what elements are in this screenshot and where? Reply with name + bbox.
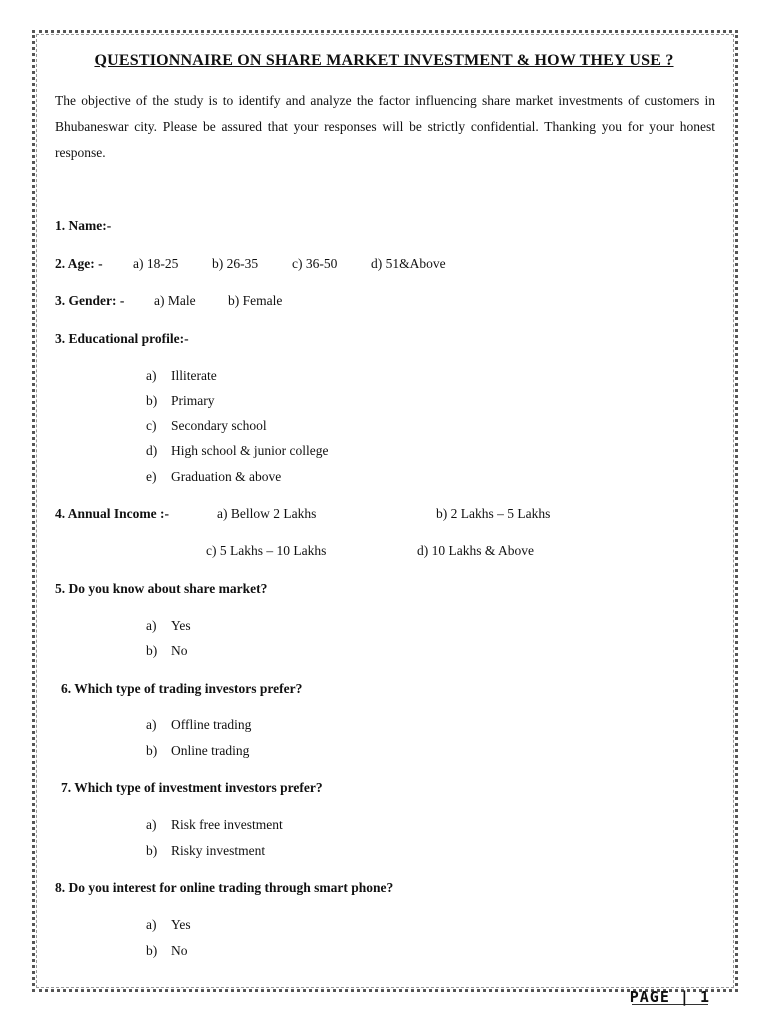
- age-option-c[interactable]: c) 36-50: [292, 256, 338, 271]
- option-letter: b): [146, 943, 158, 958]
- age-option-b[interactable]: b) 26-35: [212, 256, 259, 271]
- income-option-b[interactable]: b) 2 Lakhs – 5 Lakhs: [436, 506, 551, 521]
- q5-option[interactable]: [146, 643, 188, 659]
- age-option-d[interactable]: d) 51&Above: [371, 256, 446, 271]
- question-smartphone-trading: 8. Do you interest for online trading through smart phone?: [55, 880, 394, 895]
- intro-paragraph: The objective of the study is to identify and analyze the factor influencing share market investments of customers in Bhubaneswar city. Please be assured that your responses will be strictly confidential. Thanking you for your honest response.: [55, 93, 715, 160]
- education-option[interactable]: [146, 393, 215, 409]
- option-text: Secondary school: [171, 418, 267, 433]
- q5-option[interactable]: [146, 618, 191, 634]
- option-text: Offline trading: [171, 717, 252, 732]
- option-letter: c): [146, 418, 157, 433]
- question-know-share-market: 5. Do you know about share market?: [55, 581, 268, 596]
- option-letter: d): [146, 443, 158, 458]
- option-text: Online trading: [171, 743, 250, 758]
- option-letter: a): [146, 618, 157, 633]
- option-text: Risk free investment: [171, 817, 283, 832]
- option-text: Primary: [171, 393, 215, 408]
- page-number: PAGE | 1: [629, 988, 710, 1006]
- option-text: High school & junior college: [171, 443, 329, 458]
- question-age: 2. Age: -: [55, 256, 103, 271]
- option-letter: b): [146, 393, 158, 408]
- income-option-c[interactable]: c) 5 Lakhs – 10 Lakhs: [206, 543, 327, 558]
- question-education: 3. Educational profile:-: [55, 331, 189, 346]
- income-option-d[interactable]: d) 10 Lakhs & Above: [417, 543, 534, 558]
- q6-option[interactable]: [146, 743, 249, 759]
- option-letter: a): [146, 368, 157, 383]
- option-text: Yes: [171, 618, 191, 633]
- q7-option[interactable]: [146, 843, 265, 859]
- question-trading-type: 6. Which type of trading investors prefer?: [61, 681, 303, 696]
- option-letter: e): [146, 469, 157, 484]
- option-letter: b): [146, 743, 158, 758]
- option-letter: b): [146, 643, 158, 658]
- page-title: QUESTIONNAIRE ON SHARE MARKET INVESTMENT & HOW THEY USE ?: [94, 52, 674, 69]
- education-option[interactable]: [146, 368, 217, 384]
- education-option[interactable]: [146, 443, 328, 459]
- question-investment-type: 7. Which type of investment investors prefer?: [61, 780, 323, 795]
- option-text: Graduation & above: [171, 469, 282, 484]
- option-text: Yes: [171, 917, 191, 932]
- education-option[interactable]: [146, 418, 267, 434]
- option-letter: a): [146, 817, 157, 832]
- option-letter: b): [146, 843, 158, 858]
- option-text: No: [171, 943, 188, 958]
- q7-option[interactable]: [146, 817, 283, 833]
- age-option-a[interactable]: a) 18-25: [133, 256, 179, 271]
- option-letter: a): [146, 917, 157, 932]
- q6-option[interactable]: [146, 717, 251, 733]
- q8-option[interactable]: [146, 917, 191, 933]
- q8-option[interactable]: [146, 943, 188, 959]
- question-name: 1. Name:-: [55, 218, 112, 233]
- question-income: 4. Annual Income :-: [55, 506, 170, 521]
- gender-option-b[interactable]: b) Female: [228, 293, 283, 308]
- income-option-a[interactable]: a) Bellow 2 Lakhs: [217, 506, 317, 521]
- option-text: No: [171, 643, 188, 658]
- education-option[interactable]: [146, 469, 281, 485]
- gender-option-a[interactable]: a) Male: [154, 293, 196, 308]
- option-letter: a): [146, 717, 157, 732]
- option-text: Risky investment: [171, 843, 266, 858]
- question-gender: 3. Gender: -: [55, 293, 125, 308]
- option-text: Illiterate: [171, 368, 217, 383]
